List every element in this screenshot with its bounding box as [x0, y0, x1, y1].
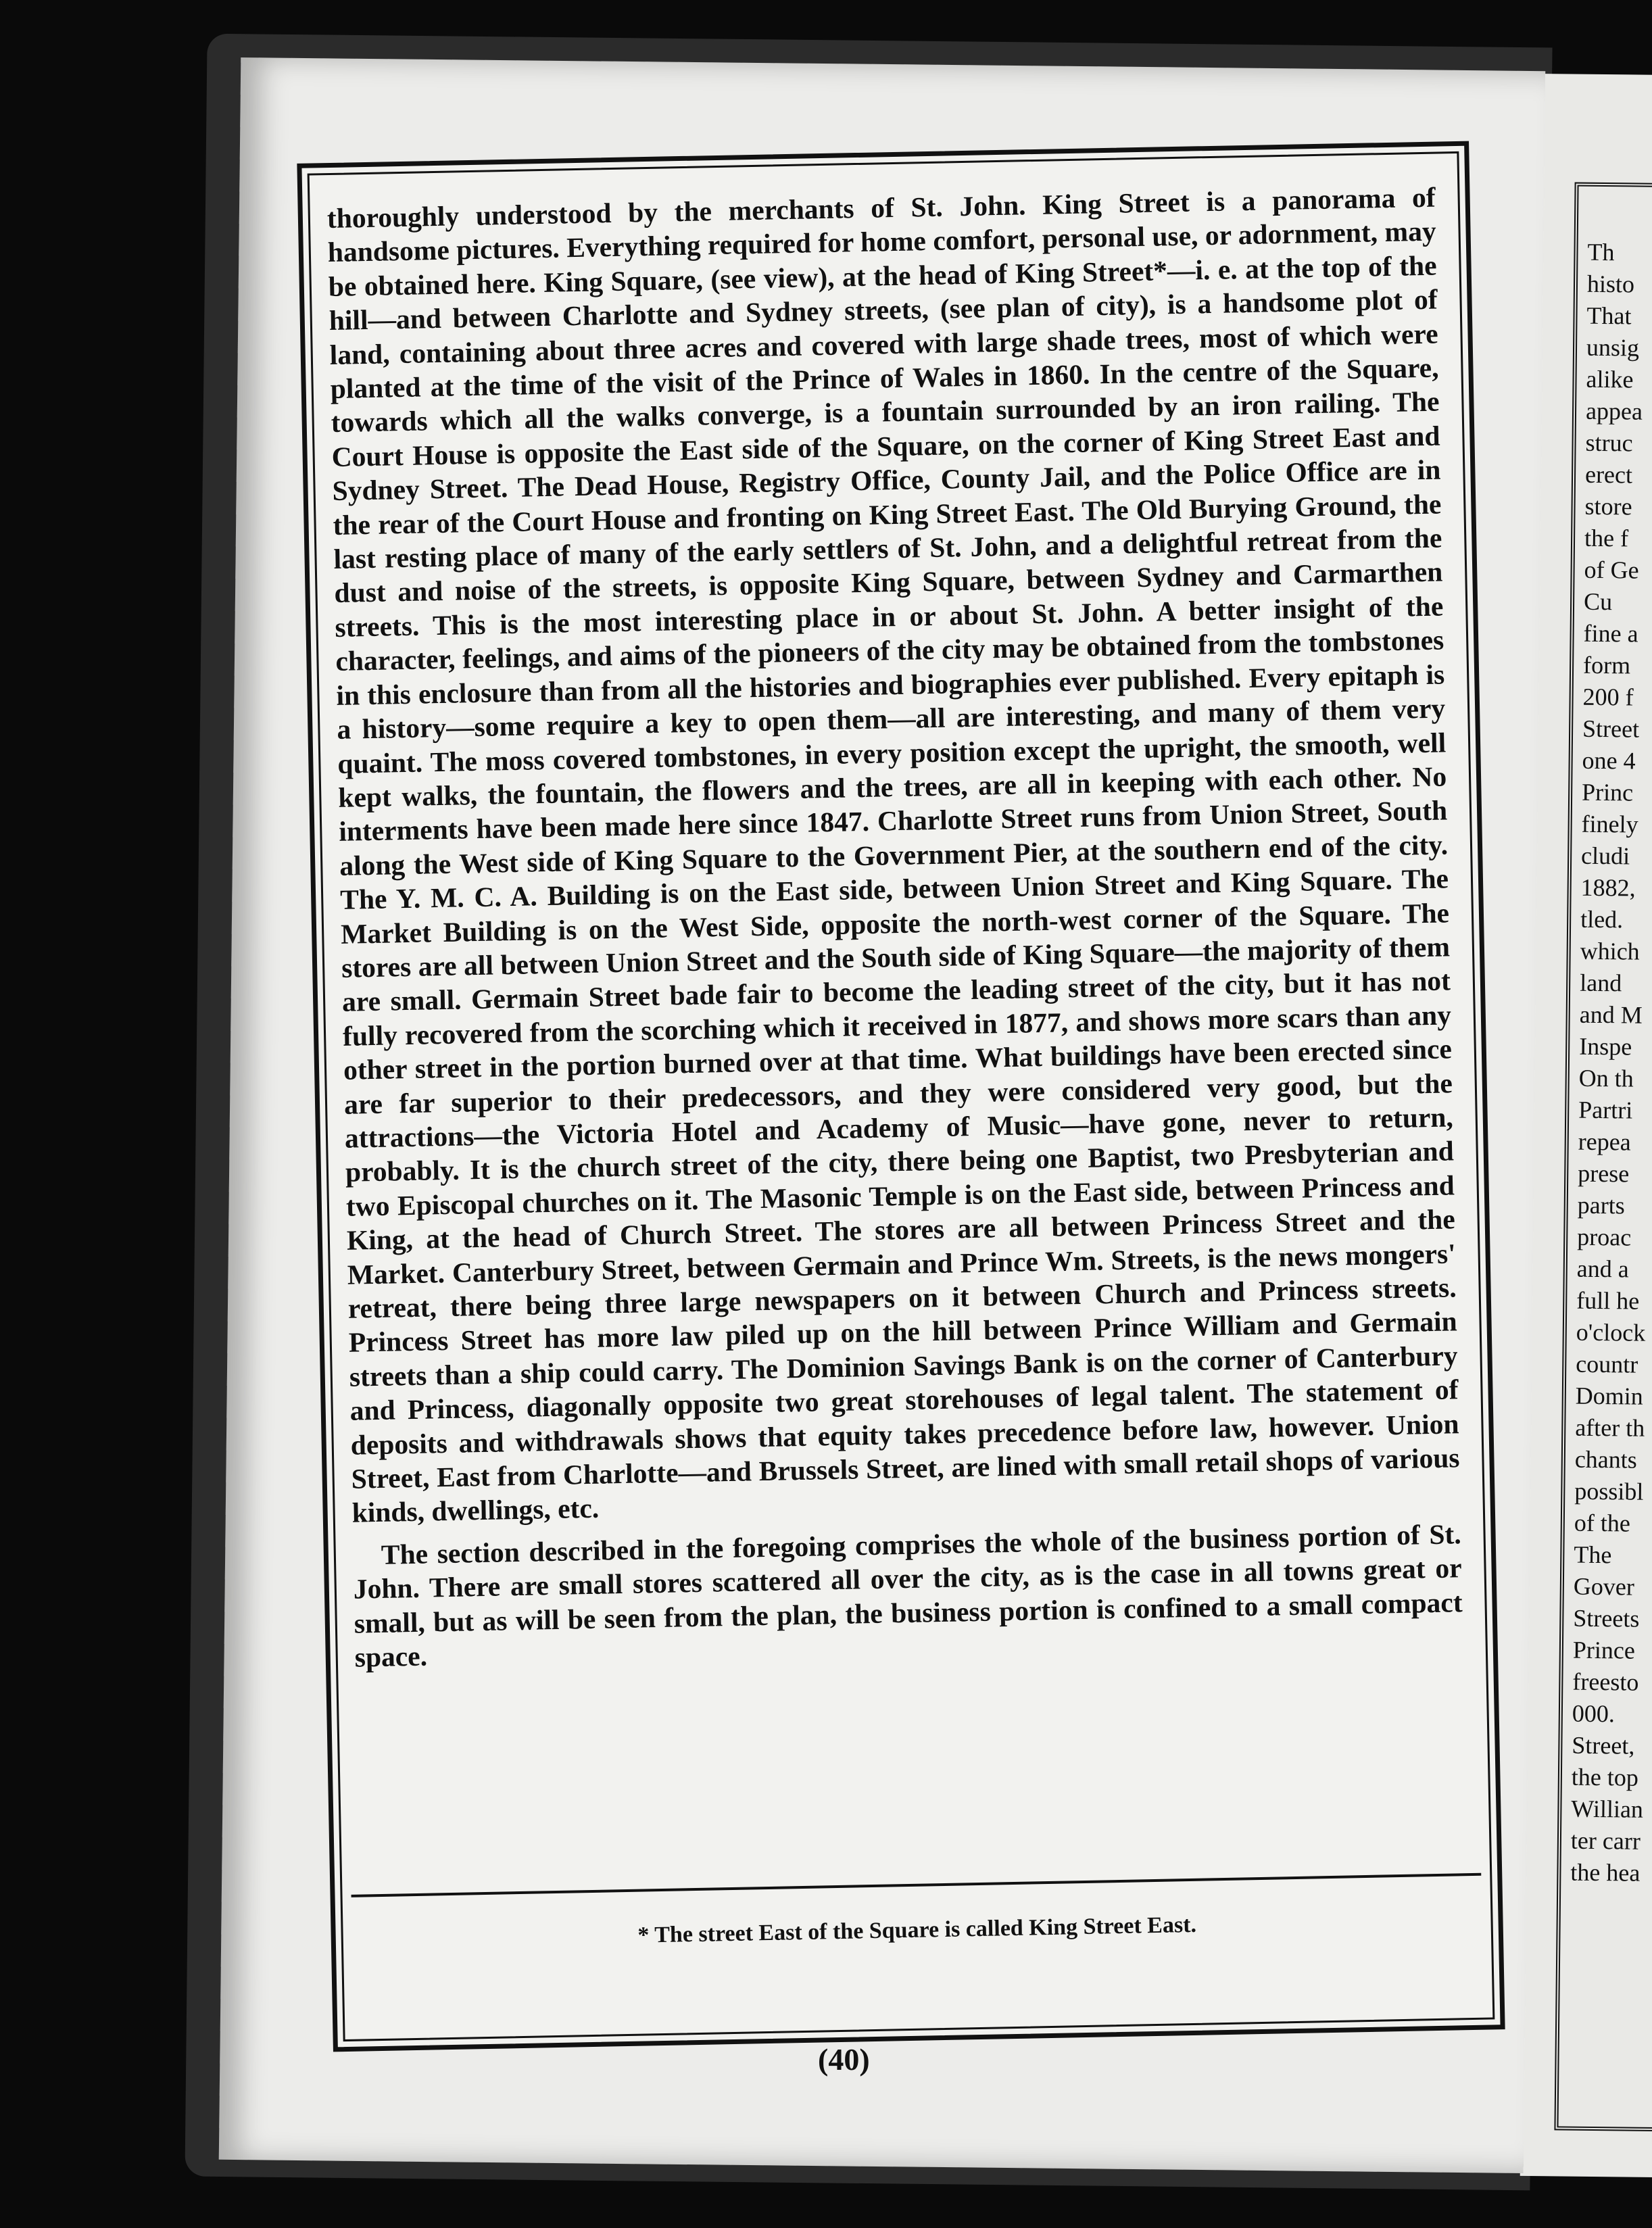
facing-page-line: struc — [1585, 429, 1633, 457]
facing-page-line: the hea — [1570, 1858, 1641, 1887]
facing-page-line: full he — [1576, 1286, 1640, 1315]
facing-page-line: 1882, — [1580, 873, 1636, 902]
facing-page-line: cludi — [1580, 842, 1630, 870]
facing-page-line: Willian — [1571, 1795, 1644, 1823]
facing-page-line: land — [1580, 969, 1622, 997]
facing-page-line: countr — [1576, 1350, 1638, 1378]
text-frame — [297, 141, 1505, 2052]
facing-page-line: Streets — [1573, 1604, 1640, 1632]
paragraph: thoroughly understood by the merchants of St. John. King Street is a panorama of handsome pictures. Everything required for home comfort, personal use, or adornment, may be obtained here. King Square, (see view), at the head of King Street*—i. e. at the top of the hill—and between Charlotte and Sydney streets, (see plan of city), is a handsome plot of land, containing about three acres and covered with large shade trees, most of which were planted at the time of the visit of the Prince of Wales in 1860. In the centre of the Square, towards which all the walks converge, is a fountain surrounded by an iron railing. The Court House is opposite the East side of the Square, on the corner of King Street East and Sydney Street. The Dead House, Registry Office, County Jail, and the Police Office are in the rear of the Court House and fronting on King Street East. The Old Burying Ground, the last resting place of many of the early settlers of St. John, and a delightful retreat from the dust and noise of the streets, is opposite King Square, between Sydney and Carmarthen streets. This is the most interesting place in or about St. John. A better insight of the character, feelings, and aims of the pioneers of the city may be obtained from the tombstones in this enclosure than from all the histories and biographies ever published. Every epitaph is a history—some require a key to open them—all are interesting, and many of them very quaint. The moss covered tombstones, in every position except the upright, the smooth, well kept walks, the fountain, the flowers and the trees, are all in keeping with each other. No interments have been made here since 1847. Charlotte Street runs from Union Street, South along the West side of King Square to the Government Pier, at the southern end of the city. The Y. M. C. A. Building is on the East side, between Union Street and King Square. The Market Building is on the West Side, opposite the north-west corner of the Square. The stores are all between Union Street and the South side of King Square—the majority of them are small. Germain Street bade fair to become the leading street of the city, but it has not fully recovered from the scorching which it received in 1877, and shows more scars than any other street in the portion burned over at that time. What buildings have been erected since are far superior to their predecessors, and they were considered very good, but the attractions—the Victoria Hotel and Academy of Music—have gone, never to return, probably. It is the church street of the city, there being one Baptist, two Presbyterian and two Episcopal churches on it. The Masonic Temple is on the East side, between Princess and King, at the head of Church Street. The stores are all between Princess Street and the Market. Canterbury Street, between Germain and Prince Wm. Streets, is the news mongers' retreat, there being three large newspapers on it between Church and Princess streets. Princess Street has more law piled up on the hill between Prince William and Germain streets than a ship could carry. The Dominion Savings Bank is on the corner of Canterbury and Princess, diagonally opposite two great storehouses of legal talent. The statement of deposits and withdrawals shows that equity takes precedence before law, however. Union Street, East from Charlotte—and Brussels Street, are lined with small retail shops of various kinds, dwellings, etc. — [326, 181, 1460, 1529]
facing-page-line: of Ge — [1584, 556, 1639, 584]
facing-page-line: The — [1574, 1541, 1612, 1569]
facing-page-line: which — [1580, 937, 1640, 965]
body-text — [326, 180, 1463, 1675]
facing-page-line: parts — [1577, 1191, 1625, 1219]
facing-page-line: Th — [1587, 238, 1615, 266]
facing-page-line: Street — [1582, 715, 1640, 743]
facing-page-line: and a — [1576, 1255, 1629, 1283]
facing-page-line: form — [1582, 651, 1631, 679]
facing-page-line: Inspe — [1579, 1032, 1632, 1061]
facing-page-line: Princ — [1581, 778, 1634, 806]
facing-page-line: ter carr — [1570, 1826, 1641, 1855]
facing-page-line: 200 f — [1582, 683, 1634, 711]
facing-page-line: finely — [1581, 810, 1638, 838]
facing-page-line: after th — [1575, 1413, 1645, 1442]
facing-page-line: unsig — [1586, 333, 1640, 362]
facing-page-line: Street, — [1572, 1731, 1635, 1760]
facing-page-line: o'clock — [1576, 1318, 1646, 1347]
facing-page-line: tled. — [1580, 905, 1624, 934]
facing-page-line: Gover — [1573, 1572, 1635, 1601]
footnote: * The street East of the Square is called King Street East. — [637, 1912, 1197, 1948]
facing-page-line: the f — [1584, 524, 1629, 552]
facing-page-line: alike — [1586, 365, 1634, 393]
facing-page-line: Partri — [1578, 1096, 1633, 1124]
facing-page-line: of the — [1574, 1509, 1631, 1537]
facing-page-line: appea — [1585, 397, 1643, 425]
facing-page-line: histo — [1586, 270, 1635, 298]
facing-page-line: erect — [1584, 460, 1633, 489]
facing-page-line: That — [1586, 301, 1632, 330]
facing-page-line: Cu — [1583, 587, 1613, 616]
facing-page-line: Prince — [1572, 1636, 1636, 1664]
facing-page-line: fine a — [1583, 619, 1638, 648]
facing-page-line: On th — [1578, 1064, 1634, 1092]
facing-page-line: and M — [1579, 1000, 1643, 1029]
facing-page-line: one 4 — [1582, 746, 1636, 775]
facing-page-line: the top — [1571, 1763, 1639, 1791]
paragraph: The section described in the foregoing comprises the whole of the business portion of St. John. There are small stores scattered all over the city, as is the case in all towns great or small, but as will be seen from the plan, the business portion is confined to a small compact space. — [353, 1518, 1463, 1673]
facing-page-line: Domin — [1575, 1382, 1644, 1410]
facing-page-line: possibl — [1574, 1477, 1644, 1505]
facing-page-line: 000. — [1572, 1699, 1615, 1728]
facing-page-line: prese — [1578, 1159, 1630, 1188]
facing-page-line: repea — [1578, 1128, 1631, 1156]
facing-page-line: store — [1584, 492, 1632, 520]
facing-page-line: proac — [1577, 1223, 1632, 1251]
facing-page-line: freesto — [1572, 1668, 1639, 1696]
facing-page-line: chants — [1574, 1445, 1638, 1474]
page-number: (40) — [818, 2042, 870, 2077]
